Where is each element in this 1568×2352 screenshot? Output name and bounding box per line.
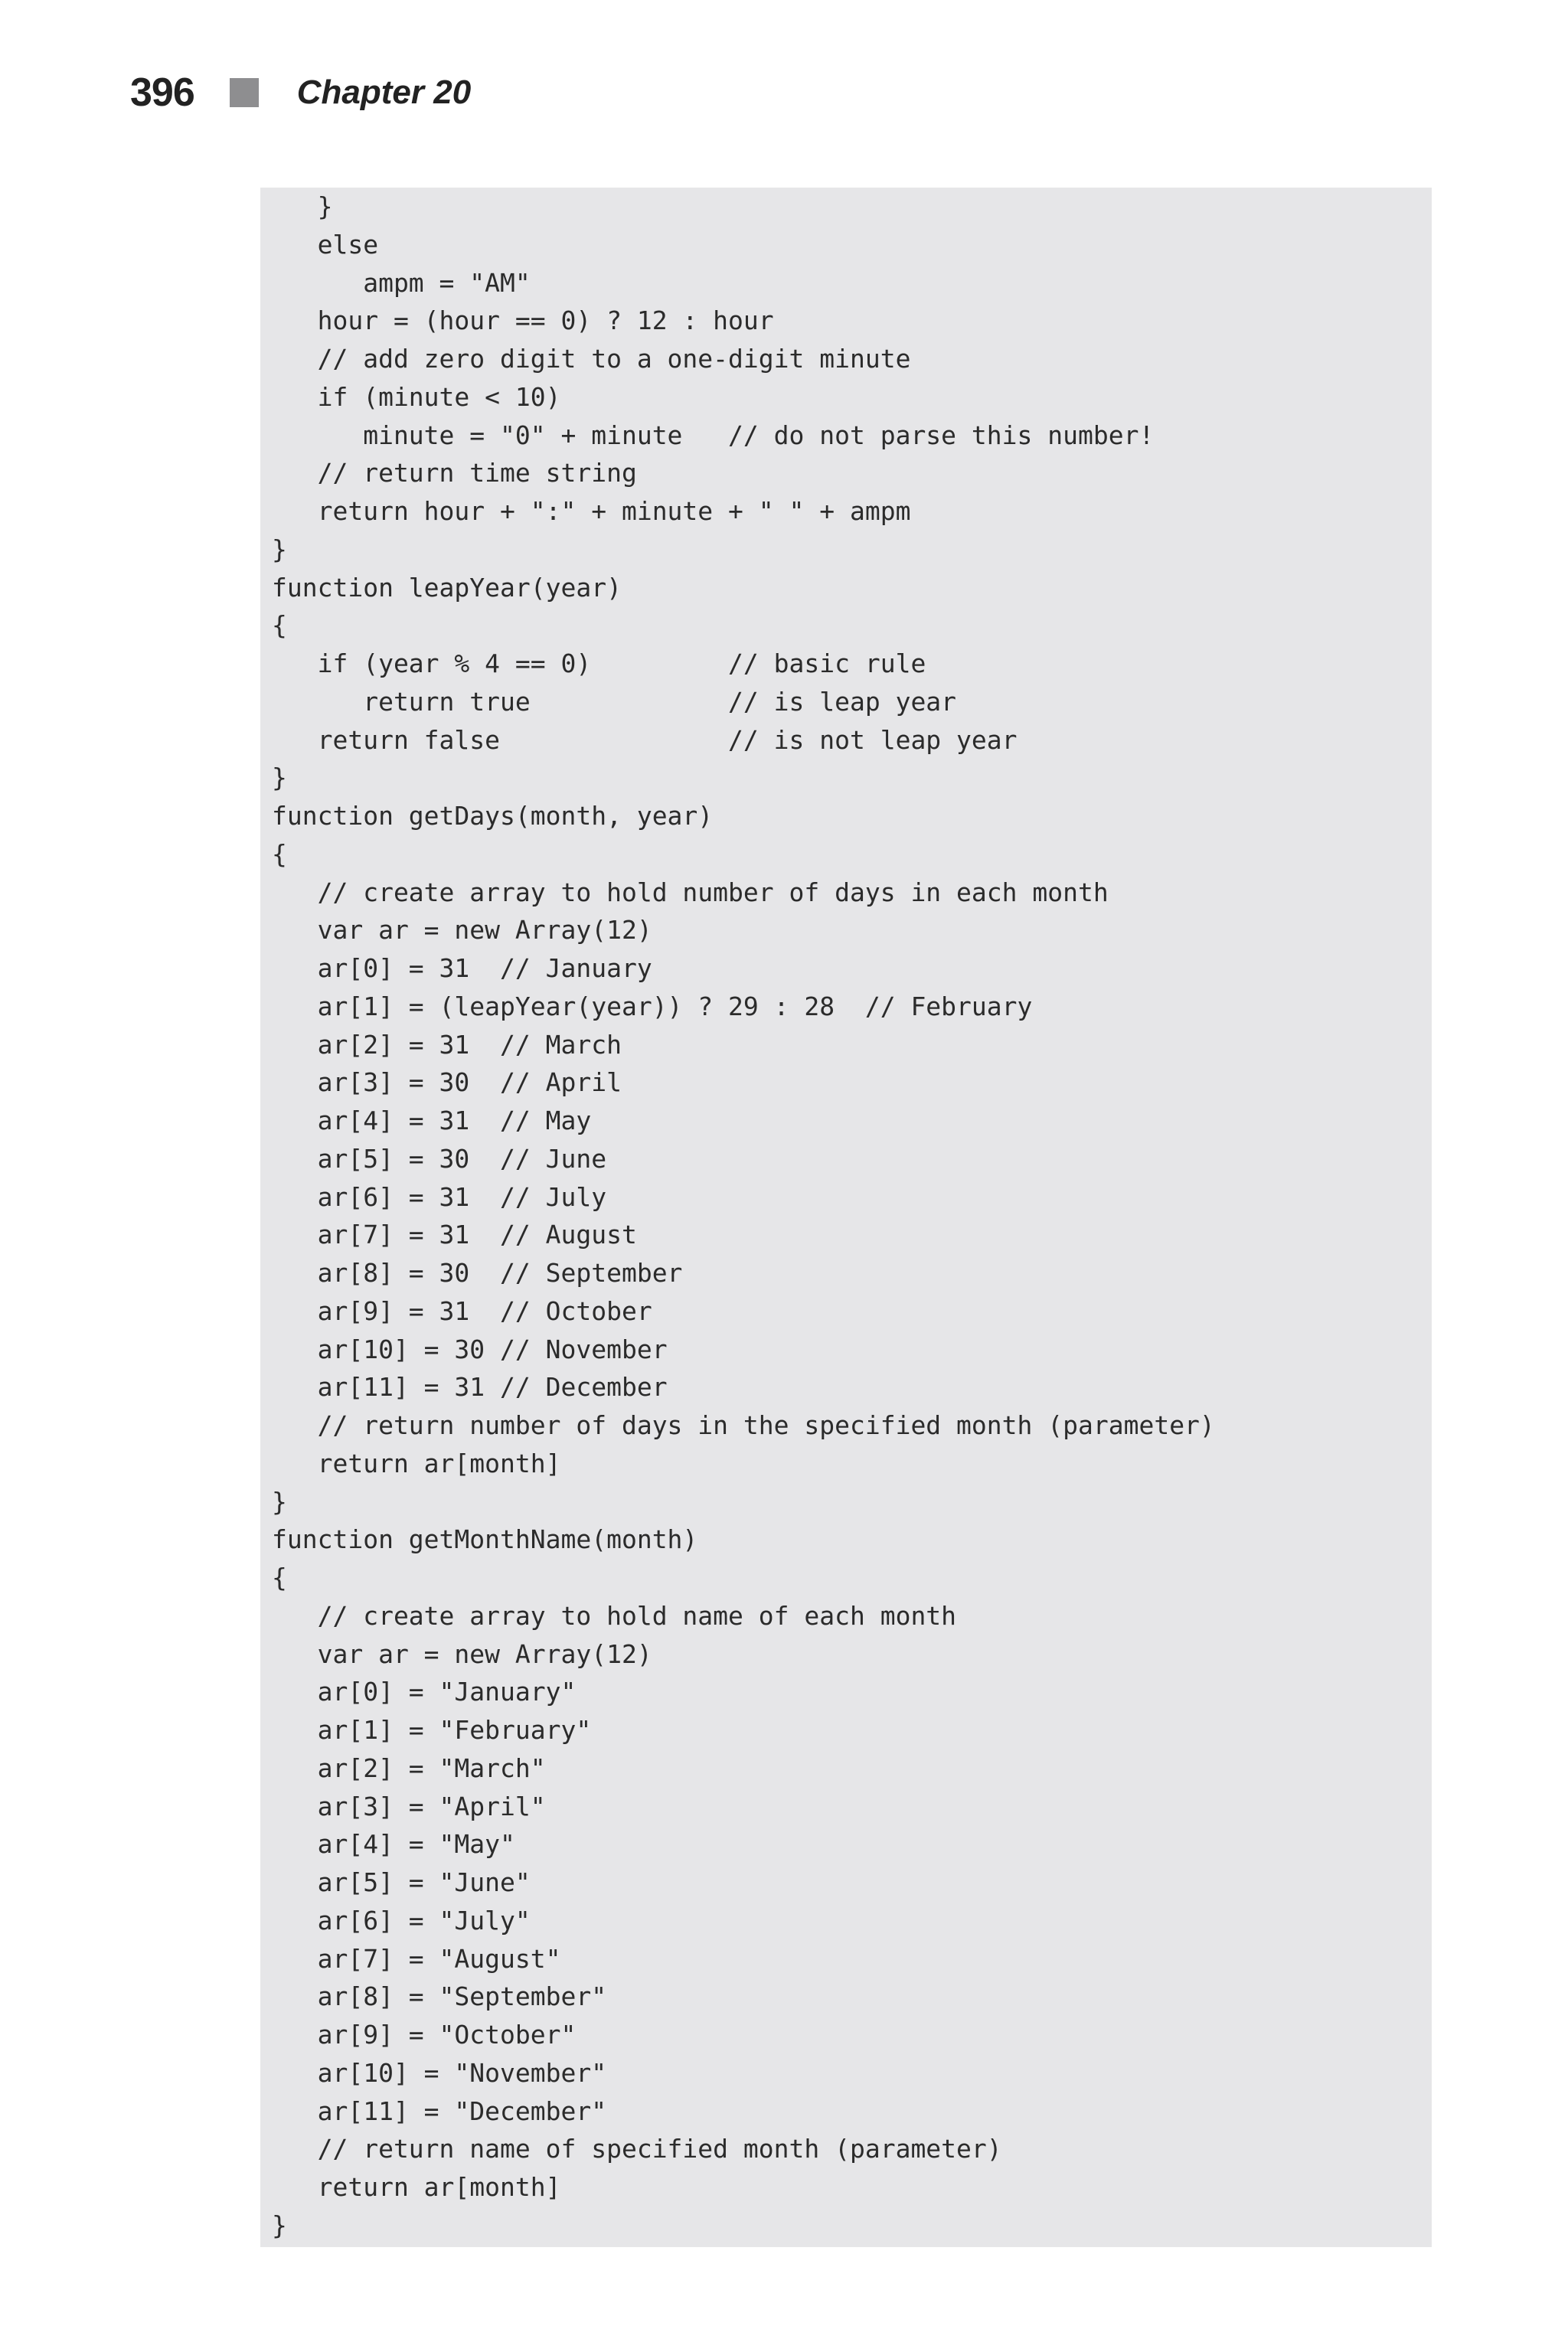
- code-line: ar[0] = "January": [272, 1677, 577, 1707]
- code-line: ar[8] = "September": [272, 1981, 607, 2012]
- code-line: minute = "0" + minute // do not parse this number!: [272, 420, 1155, 450]
- code-line: ar[10] = "November": [272, 2057, 607, 2088]
- code-line: ar[4] = "May": [272, 1829, 515, 1860]
- code-line: {: [272, 838, 287, 869]
- code-line: ar[3] = 30 // April: [272, 1067, 622, 1098]
- code-line: else: [272, 229, 379, 260]
- code-line: ar[10] = 30 // November: [272, 1334, 668, 1364]
- code-line: ar[6] = 31 // July: [272, 1181, 607, 1212]
- header-square-marker: [230, 78, 259, 107]
- code-line: return ar[month]: [272, 2172, 561, 2202]
- code-line: var ar = new Array(12): [272, 1638, 652, 1669]
- code-line: ar[4] = 31 // May: [272, 1106, 592, 1135]
- code-line: ar[3] = "April": [272, 1791, 546, 1821]
- code-line: if (minute < 10): [272, 381, 561, 412]
- code-line: // create array to hold number of days in each month: [272, 877, 1109, 907]
- code-line: return ar[month]: [272, 1448, 561, 1478]
- code-line: // add zero digit to a one-digit minute: [272, 344, 911, 374]
- code-line: // return time string: [272, 458, 637, 488]
- code-line: ar[1] = "February": [272, 1715, 592, 1745]
- code-line: if (year % 4 == 0) // basic rule: [272, 648, 926, 678]
- code-line: ar[6] = "July": [272, 1905, 531, 1936]
- chapter-title: Chapter 20: [296, 74, 472, 111]
- code-line: }: [272, 191, 333, 221]
- code-line: }: [272, 534, 287, 564]
- code-line: return false // is not leap year: [272, 724, 1018, 755]
- code-line: ar[0] = 31 // January: [272, 953, 652, 983]
- running-header: [130, 66, 471, 119]
- code-line: ar[9] = 31 // October: [272, 1295, 652, 1326]
- code-line: ar[9] = "October": [272, 2020, 577, 2050]
- code-line: ar[7] = 31 // August: [272, 1220, 637, 1250]
- code-line: }: [272, 763, 287, 793]
- code-line: ar[5] = 30 // June: [272, 1143, 607, 1174]
- code-line: // return name of specified month (parameter): [272, 2134, 1002, 2164]
- page-number: 396: [130, 70, 194, 115]
- code-line: // return number of days in the specified month (parameter): [272, 1410, 1215, 1440]
- code-line: hour = (hour == 0) ? 12 : hour: [272, 305, 774, 336]
- code-line: ar[11] = 31 // December: [272, 1372, 668, 1403]
- code-line: function getDays(month, year): [272, 801, 714, 831]
- code-line: var ar = new Array(12): [272, 915, 652, 946]
- code-line: // create array to hold name of each month: [272, 1600, 957, 1631]
- code-line: {: [272, 1563, 287, 1592]
- code-line: function getMonthName(month): [272, 1524, 698, 1555]
- code-line: }: [272, 2210, 287, 2240]
- code-line: ampm = "AM": [272, 267, 531, 298]
- code-lines: [272, 188, 1215, 2245]
- code-line: ar[2] = "March": [272, 1753, 546, 1783]
- code-line: return hour + ":" + minute + " " + ampm: [272, 496, 911, 526]
- code-line: return true // is leap year: [272, 686, 957, 717]
- code-line: function leapYear(year): [272, 572, 622, 603]
- code-line: ar[2] = 31 // March: [272, 1029, 622, 1060]
- code-line: ar[5] = "June": [272, 1867, 531, 1897]
- code-line: {: [272, 610, 287, 641]
- code-line: }: [272, 1486, 287, 1517]
- code-line: ar[1] = (leapYear(year)) ? 29 : 28 // February: [272, 991, 1033, 1021]
- code-line: ar[11] = "December": [272, 2096, 607, 2126]
- code-line: ar[7] = "August": [272, 1943, 561, 1974]
- code-listing: [260, 188, 1432, 2247]
- code-line: ar[8] = 30 // September: [272, 1258, 683, 1288]
